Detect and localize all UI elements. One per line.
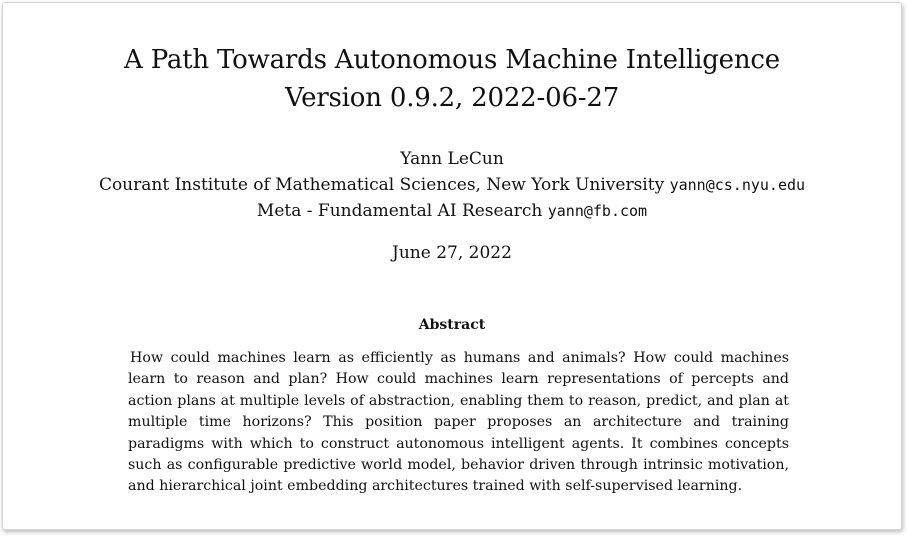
- abstract-heading: Abstract: [418, 317, 486, 333]
- email-2: yann@fb.com: [547, 202, 648, 220]
- affiliation-1: Courant Institute of Mathematical Sciences, New York University: [98, 175, 665, 195]
- paper-date: June 27, 2022: [392, 243, 512, 263]
- paper-page: [2, 2, 902, 530]
- affiliation-2: Meta - Fundamental AI Research: [256, 201, 543, 221]
- title-line: A Path Towards Autonomous Machine Intelligence: [124, 45, 780, 75]
- author-block: [3, 146, 901, 224]
- affiliation-line-2: [3, 198, 901, 224]
- affiliation-line-1: [3, 172, 901, 198]
- paper-title: [3, 41, 901, 117]
- abstract-body: How could machines learn as efficiently as humans and animals? How could machines learn to reason and plan? How could machines learn representations of percepts and action plans at multiple levels of abstraction, enabling them to reason, predict, and plan at multiple time horizons? This position paper proposes an architecture and training paradigms with which to construct autonomous intelligent agents. It combines concepts such as configurable predictive world model, behavior driven through intrinsic motivation, and hierarchical joint embedding architectures trained with self-supervised learning.: [128, 350, 789, 495]
- author-name: Yann LeCun: [400, 149, 504, 169]
- version-line: Version 0.9.2, 2022-06-27: [284, 83, 620, 113]
- email-1: yann@cs.nyu.edu: [669, 176, 806, 194]
